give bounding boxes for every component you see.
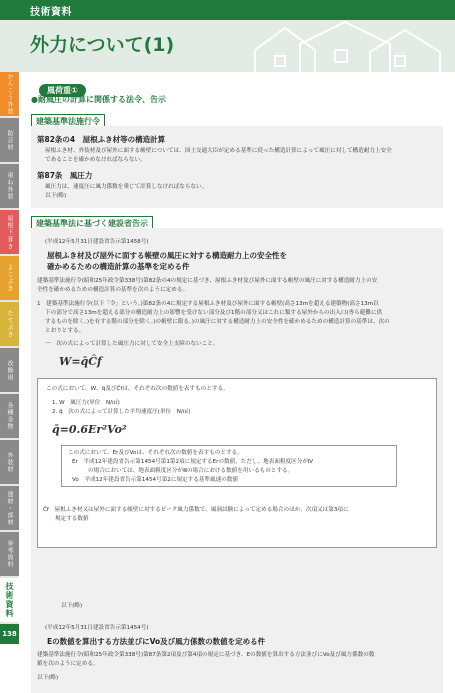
definition-text: この式において、Er及びVoは、それぞれ次の数値を表すものとする。	[68, 450, 243, 456]
title-area	[0, 20, 455, 72]
nav-item-gaiso[interactable]	[0, 440, 19, 484]
nav-item-sanko[interactable]	[0, 532, 19, 576]
header-band	[0, 0, 455, 20]
variable-definition: の場合においては、地表面粗度区分がⅢの場合における数値を用いるものとする。	[88, 468, 294, 474]
article-body: であることを確かめなければならない。	[45, 157, 146, 163]
page-number: 138	[0, 624, 19, 644]
variable-definition: Vo 平成12年建設省告示第1454号第2に規定する基準風速の数値	[72, 477, 238, 483]
nav-label: 屋根下葺き	[6, 214, 13, 250]
section-heading-notice: 建築基準法に基づく建設省告示	[31, 216, 153, 231]
clause-text: 下の部分で高さ13mを超える部分の構造耐力上の影響を受けない部分及び1階の部分又はこれに類する屋外からの出入口(専ら避難に供	[45, 310, 383, 316]
notice-title: Eの数値を算出する方法並びにVo及び風力係数の数値を定める件	[47, 637, 266, 646]
section-heading-ordinance: 建築基準法施行令	[31, 114, 105, 129]
article-title: 第82条の4 屋根ふき材等の構造計算	[37, 135, 166, 144]
nav-item-tatebuki[interactable]	[0, 302, 19, 346]
notice-box	[31, 228, 443, 693]
nav-item-bouon[interactable]	[0, 118, 19, 162]
variable-definition: 規定する数値	[55, 516, 89, 522]
nav-label: 重ね外装	[6, 172, 13, 200]
omission-note: 以下(略)	[45, 193, 67, 199]
omission-note: 以下(略)	[61, 603, 83, 609]
clause-sub: 一 次の式によって計算した風圧力に対して安全上支障のないこと。	[45, 341, 219, 347]
formula-wind-pressure: W=q̄Ĉf	[59, 355, 102, 368]
clause-text: するものを除く。)を有する階の部分を除く。)の帳壁に限る。)の風圧に対する構造耐力上の安全性を確かめるための構造計算の基準は、次の	[45, 319, 390, 325]
nav-label: よこぶき	[6, 264, 13, 292]
variable-definition: Ĉf 屋根ふき材又は屋外に面する帳壁に対するピーク風力係数で、風洞試験によって定める場合のほか、次項又は第3項に	[43, 507, 349, 513]
omission-note: 以下(略)	[37, 675, 59, 681]
article-body: 風圧力は、速度圧に風力係数を乗じて計算しなければならない。	[45, 184, 208, 190]
notice-title: 確かめるための構造計算の基準を定める件	[47, 262, 190, 271]
house-illustration-icon	[245, 20, 455, 72]
page-title: 外力について(1)	[30, 34, 175, 56]
nav-label: 外装材	[6, 451, 13, 473]
nav-label: 建材・部材	[6, 490, 13, 526]
nav-item-kasane[interactable]	[0, 164, 19, 208]
variable-definition: Er 平成12年建設省告示第1454号第1第2項に規定するErの数値。ただし、地表面粗度区分がⅣ	[72, 459, 314, 465]
notice-intro: 値を次のように定める。	[37, 661, 99, 667]
clause-text: 1 建築基準法施行令(以下「令」という。)第82条の4に規定する屋根ふき材及び屋外に面する帳壁(高さ13mを超える建築物(高さ13m以	[37, 301, 379, 307]
clause-text: とおりとする。	[45, 328, 85, 334]
nav-item-yanesita[interactable]	[0, 210, 19, 254]
formula-velocity-pressure: q̄=0.6Er²Vo²	[52, 423, 127, 436]
definition-text: この式において、W、q̄及びĈfは、それぞれ次の数値を表すものとする。	[46, 386, 229, 392]
er-definition-box	[61, 445, 397, 487]
nav-item-kenzai[interactable]	[0, 486, 19, 530]
variable-definition: 1. W 風圧力(単位 N/㎡)	[52, 400, 120, 406]
nav-item-kaishu[interactable]	[0, 348, 19, 392]
section-label: 技術資料	[30, 7, 72, 18]
notice-date: (平成12年5月31日建設省告示第1454号)	[45, 625, 149, 631]
notice-intro: 全性を確かめるための構造計算の基準を次のように定める。	[37, 287, 189, 293]
nav-item-kanko[interactable]	[0, 72, 19, 116]
nav-label: 参考資料	[6, 540, 13, 568]
nav-item-kanamono[interactable]	[0, 394, 19, 438]
nav-label: 防音材	[6, 129, 13, 151]
nav-item-yokobuki[interactable]	[0, 256, 19, 300]
notice-intro: 建築基準法施行令(昭和25年政令第338号)第82条の4の規定に基づき、屋根ふき材及び屋外に面する帳壁の風圧に対する構造耐力上の安	[37, 278, 378, 284]
article-body: 屋根ふき材、外装材及び屋外に面する帳壁については、国土交通大臣が定める基準に従った構造計算によって風圧に対して構造耐力上安全	[45, 148, 392, 154]
nav-label: 技術資料	[5, 582, 14, 618]
variable-definition: 2. q̄ 次の式によって計算した平均速度圧(単位 N/㎡)	[52, 409, 191, 415]
ordinance-box	[31, 126, 443, 208]
notice-date: (平成12年5月31日建設省告示第1458号)	[45, 239, 149, 245]
nav-label: たてぶき	[6, 310, 13, 338]
notice-intro: 建築基準法施行令(昭和25年政令第338号)第87条第2項及び第4項の規定に基づき、Eの数値を算出する方法並びにVo及び風力係数の数	[37, 652, 375, 658]
topic-badge: 風荷重①	[39, 84, 86, 97]
nav-item-gijutsu[interactable]	[0, 578, 19, 622]
subtitle: ●耐風圧の計算に関係する法令、告示	[31, 95, 166, 104]
nav-label: 各種金物	[6, 402, 13, 430]
article-title: 第87条 風圧力	[37, 171, 93, 180]
nav-label: 改修用	[6, 359, 13, 381]
nav-label: かんこう外装	[6, 73, 13, 115]
notice-title: 屋根ふき材及び屋外に面する帳壁の風圧に対する構造耐力上の安全性を	[47, 251, 287, 260]
